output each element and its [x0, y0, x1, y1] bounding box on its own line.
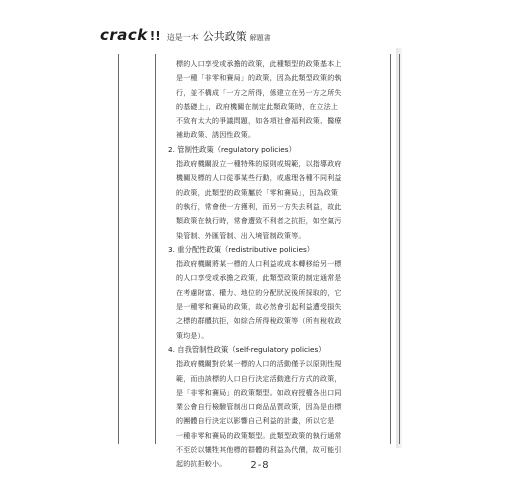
paragraph — [162, 357, 390, 471]
paragraph-line: 的團體自行決定以影響自己利益的計畫，所以它是 — [176, 417, 335, 426]
paragraph-line: 染管制、外匯管制、出入境管制政策等。 — [176, 231, 306, 240]
section-heading: 4. 自我管制性政策（self-regulatory policies） — [168, 344, 326, 354]
page-number: 2-8 — [250, 460, 270, 471]
book-title: 公共政策 — [202, 30, 247, 43]
table-inner-right-border — [390, 54, 391, 444]
book-header — [100, 26, 271, 48]
paragraph-line: 指政府機關設立一種特殊的原則或規範，以指導政府 — [176, 160, 342, 169]
paragraph — [162, 157, 390, 243]
paragraph-line: 起的抗拒較小。 — [176, 460, 227, 469]
paragraph-line: 業公會自行檢驗管制出口商品品質政策，因為是由標 — [176, 403, 342, 412]
paragraph-line: 之標的群體抗拒，如綜合所得稅政策等（所有稅收政 — [176, 317, 342, 326]
section-heading: 2. 管制性政策（regulatory policies） — [168, 144, 296, 154]
paragraph — [162, 57, 390, 143]
paragraph-line: 的人口享受或承擔之政策，此類型政策的制定通常是 — [176, 274, 342, 283]
paragraph-line: 策均是）。 — [176, 331, 209, 340]
paragraph-line: 是「非零和賽局」的政策類型。如政府授權各出口同 — [176, 388, 342, 397]
brand-logo: crack — [100, 26, 148, 44]
header-tagline: 這是一本 — [166, 33, 199, 42]
paragraph-line: 標的人口享受或承擔的政策，此種類型的政策基本上 — [176, 60, 342, 68]
paragraph-line: 的基礎上」，政府機關在制定此類政策時，在立法上 — [176, 102, 339, 111]
table-inner-left-border — [155, 54, 156, 444]
paragraph-line: 指政府機關將某一標的人口利益或成本轉移給另一標 — [176, 260, 342, 269]
section-heading: 3. 重分配性政策（redistributive policies） — [168, 244, 315, 254]
paragraph-line: 機關及標的人口從事某些行動，或處理各種不同利益 — [176, 174, 342, 183]
paragraph-line: 不至於以犧牲其他標的群體的利益為代價，故可能引 — [176, 446, 342, 455]
paragraph-line: 的執行，常會使一方獲利，而另一方失去利益，故此 — [176, 202, 342, 211]
paragraph-line: 是一種零和賽局的政策，故必然會引起利益遭受損失 — [176, 303, 342, 312]
paragraph-line: 的政策，此類型的政策屬於「零和賽局」，因為政策 — [176, 188, 339, 197]
paragraph — [162, 257, 390, 343]
paragraph-line: 類政策在執行時，常會遭致不利者之抗拒，如空氣污 — [176, 217, 342, 226]
paragraph-line: 指政府機關對於某一標的人口的活動僅予以原則性規 — [176, 360, 342, 369]
paragraph-line: 一種非零和賽局的政策類型。此類型政策的執行通常 — [176, 431, 342, 440]
paragraph-line: 範，而由該標的人口自行決定活動進行方式的政策， — [176, 374, 342, 383]
paragraph-line: 不致有太大的爭議問題，如各項社會福利政策、醫療 — [176, 117, 342, 126]
paragraph-line: 補助政策、誘因性政策。 — [176, 131, 256, 140]
paragraph-line: 在考慮財富、權力、地位的分配狀況後所採取的，它 — [176, 288, 342, 297]
book-subtitle: 解題書 — [249, 34, 271, 42]
answer-content — [162, 57, 390, 472]
paragraph-line: 行，並不構成「一方之所得，係建立在另一方之所失 — [176, 88, 342, 97]
brand-logo-mark: !! — [149, 29, 161, 43]
paragraph-line: 是一種「非零和賽局」的政策，因為此類型政策的執 — [176, 74, 342, 83]
